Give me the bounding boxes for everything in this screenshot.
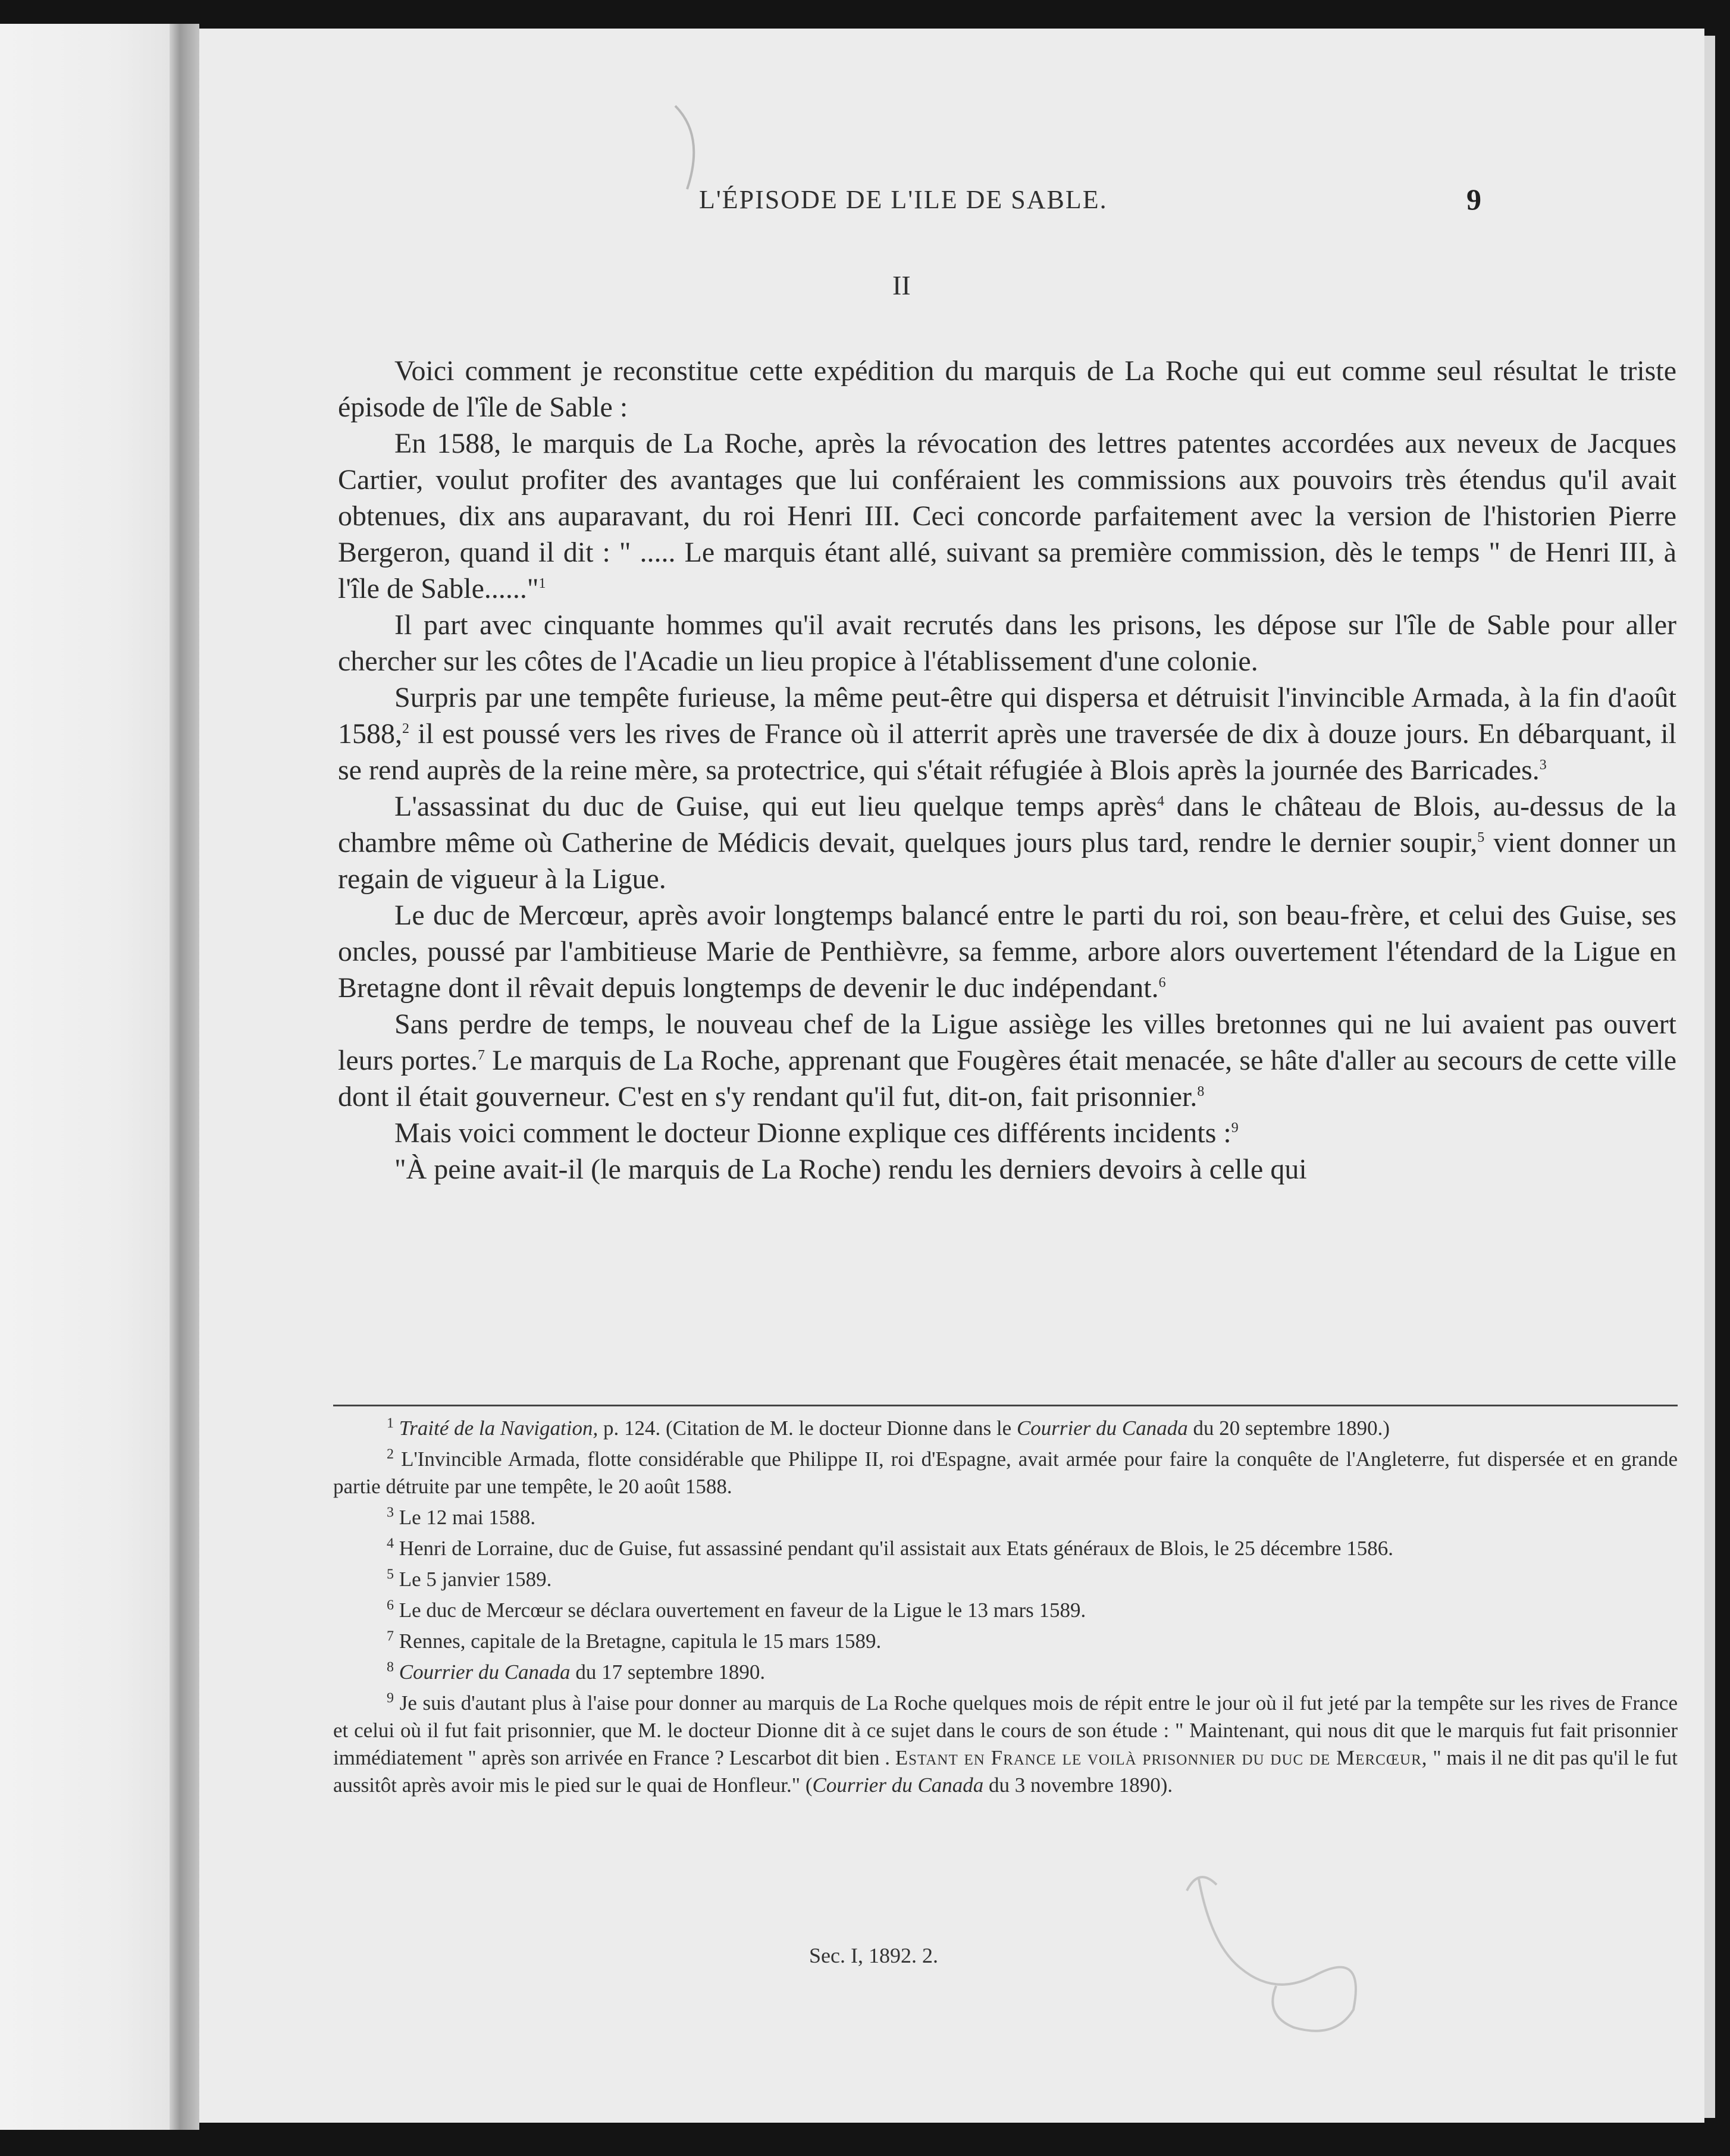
footnote bbox=[333, 1597, 1678, 1624]
footnote-text: Je suis d'autant plus à l'aise pour donner au marquis de La Roche quelques mois de répit entre le jour où il fut jeté par la tempête sur les rives de France et celui où il fut fait prisonnier, que M. le docteur Dionne dit à ce sujet dans le cours de son étude : " Maintenant, qui nous dit que le marquis fut fait prisonnier immédiatement " après son arrivée en France ? Lescarbot dit bien . bbox=[333, 1691, 1678, 1769]
footnote-text: Henri de Lorraine, duc de Guise, fut assassiné pendant qu'il assistait aux Etats généraux de Blois, le 25 décembre 1586. bbox=[399, 1537, 1393, 1560]
footnotes bbox=[333, 1415, 1678, 1803]
footnote-text: du 20 septembre 1890.) bbox=[1187, 1417, 1390, 1440]
footnote-ref[interactable]: 9 bbox=[1231, 1120, 1239, 1136]
footnote-smallcaps: Estant en France le voilà prisonnier du duc de Mercœur, bbox=[895, 1746, 1428, 1769]
footnote-ref[interactable]: 2 bbox=[402, 721, 409, 737]
footnote-ref[interactable]: 4 bbox=[1157, 794, 1164, 809]
footnote bbox=[333, 1566, 1678, 1593]
footnote-text: du 17 septembre 1890. bbox=[570, 1660, 766, 1684]
paragraph-text: Surpris par une tempête furieuse, la même peut-être qui dispersa et détruisit l'invincible Armada, à la fin d'août 1588, bbox=[338, 682, 1676, 750]
footnote-italic: Courrier du Canada bbox=[812, 1773, 984, 1797]
footnote-text: Le 5 janvier 1589. bbox=[399, 1568, 552, 1591]
footnote bbox=[333, 1535, 1678, 1562]
paragraph bbox=[338, 353, 1676, 425]
paragraph-text: Mais voici comment le docteur Dionne explique ces différents incidents : bbox=[394, 1117, 1231, 1149]
footnote-text: p. 124. (Citation de M. le docteur Dionne dans le bbox=[598, 1417, 1017, 1440]
footnote-number: 6 bbox=[387, 1597, 394, 1613]
pencil-scribble bbox=[1175, 1855, 1377, 2051]
footnote-number: 2 bbox=[387, 1446, 394, 1462]
paragraph bbox=[338, 425, 1676, 607]
footnote-number: 4 bbox=[387, 1535, 394, 1552]
footnote-ref[interactable]: 8 bbox=[1197, 1084, 1205, 1099]
footnote-number: 7 bbox=[387, 1628, 394, 1644]
footnote bbox=[333, 1659, 1678, 1686]
paragraph-text: il est poussé vers les rives de France où il atterrit après une traversée de dix à douze jours. En débarquant, il se rend auprès de la reine mère, sa protectrice, qui s'était réfugiée à Blois après la journée des Barricades. bbox=[338, 718, 1676, 786]
footnote bbox=[333, 1415, 1678, 1442]
page-number: 9 bbox=[1466, 183, 1481, 216]
section-number: II bbox=[892, 270, 911, 300]
paragraph-text: vient donner un regain de vigueur à la Ligue. bbox=[338, 827, 1676, 895]
paragraph-text: Le marquis de La Roche, apprenant que Fougères était menacée, se hâte d'aller au secours de cette ville dont il était gouverneur. C'est en s'y rendant qu'il fut, dit-on, fait prisonnier. bbox=[338, 1045, 1677, 1113]
paragraph-text: Il part avec cinquante hommes qu'il avait recrutés dans les prisons, les dépose sur l'île de Sable pour aller chercher sur les côtes de l'Acadie un lieu propice à l'établissement d'une colonie. bbox=[338, 609, 1676, 677]
paragraph bbox=[338, 1115, 1676, 1151]
book-gutter bbox=[170, 24, 199, 2130]
paragraph bbox=[338, 897, 1676, 1006]
footnote-italic: Courrier du Canada bbox=[1016, 1417, 1188, 1440]
footnote-number: 9 bbox=[387, 1690, 394, 1706]
paragraph-text: Le duc de Mercœur, après avoir longtemps balancé entre le parti du roi, son beau-frère, et celui des Guise, ses oncles, poussé par l'ambitieuse Marie de Penthièvre, sa femme, arbore alors ouvertement l'étendard de la Ligue en Bretagne dont il rêvait depuis longtemps de devenir le duc indépendant. bbox=[338, 900, 1676, 1004]
paragraph bbox=[338, 679, 1676, 788]
footnote bbox=[333, 1628, 1678, 1655]
signature-mark: Sec. I, 1892. 2. bbox=[809, 1944, 938, 1967]
pencil-mark bbox=[669, 100, 741, 207]
paragraph-text: dans le château de Blois, au-dessus de la chambre même où Catherine de Médicis devait, quelques jours plus tard, rendre le dernier soupir, bbox=[338, 791, 1676, 858]
footnote-text: Rennes, capitale de la Bretagne, capitula le 15 mars 1589. bbox=[399, 1629, 882, 1653]
footnote-ref[interactable]: 1 bbox=[538, 576, 546, 591]
footnote-text: " mais il ne dit pas qu'il le fut aussitôt après avoir mis le pied sur le quai de Honfleur." ( bbox=[333, 1746, 1678, 1797]
footnote-number: 3 bbox=[387, 1505, 394, 1521]
paragraph bbox=[338, 788, 1676, 897]
paragraph-text: Sans perdre de temps, le nouveau chef de la Ligue assiège les villes bretonnes qui ne lui avaient pas ouvert leurs portes. bbox=[338, 1008, 1676, 1076]
footnote-ref[interactable]: 5 bbox=[1477, 830, 1485, 845]
paragraph bbox=[338, 607, 1676, 679]
footnote-italic: Traité de la Navigation, bbox=[399, 1417, 598, 1440]
page-edge bbox=[1704, 36, 1715, 2118]
running-head: L'ÉPISODE DE L'ILE DE SABLE. bbox=[699, 185, 1108, 214]
footnote bbox=[333, 1690, 1678, 1799]
footnote-number: 5 bbox=[387, 1566, 394, 1582]
document-page bbox=[199, 29, 1704, 2123]
footnote-italic: Courrier du Canada bbox=[399, 1660, 571, 1684]
footnote-ref[interactable]: 3 bbox=[1539, 757, 1547, 773]
footnote-text: Le duc de Mercœur se déclara ouvertement en faveur de la Ligue le 13 mars 1589. bbox=[399, 1599, 1086, 1622]
previous-page-edge bbox=[0, 24, 170, 2130]
paragraph bbox=[338, 1006, 1676, 1115]
paragraph-text: En 1588, le marquis de La Roche, après la révocation des lettres patentes accordées aux neveux de Jacques Cartier, voulut profiter des avantages que lui conféraient les commissions aux pouvoirs très étendus qu'il avait obtenues, dix ans auparavant, du roi Henri III. Ceci concorde parfaitement avec la version de l'historien Pierre Bergeron, quand il dit : " ..... Le marquis étant allé, suivant sa première commission, dès le temps " de Henri III, à l'île de Sable......" bbox=[338, 428, 1676, 604]
footnote-number: 1 bbox=[387, 1415, 394, 1431]
paragraph-text: Voici comment je reconstitue cette expédition du marquis de La Roche qui eut comme seul résultat le triste épisode de l'île de Sable : bbox=[338, 355, 1676, 423]
footnote-text: Le 12 mai 1588. bbox=[399, 1506, 536, 1529]
footnote-text: du 3 novembre 1890). bbox=[983, 1773, 1173, 1797]
footnote bbox=[333, 1446, 1678, 1500]
paragraph-text: "À peine avait-il (le marquis de La Roche) rendu les derniers devoirs à celle qui bbox=[394, 1154, 1307, 1185]
paragraph-text: L'assassinat du duc de Guise, qui eut lieu quelque temps après bbox=[394, 791, 1157, 822]
footnote-divider bbox=[333, 1405, 1678, 1406]
body-text bbox=[338, 353, 1676, 1187]
footnote-number: 8 bbox=[387, 1659, 394, 1675]
paragraph bbox=[338, 1151, 1676, 1187]
footnote-text: L'Invincible Armada, flotte considérable que Philippe II, roi d'Espagne, avait armée pour faire la conquête de l'Angleterre, fut dispersée et en grande partie détruite par une tempête, le 20 août 1588. bbox=[333, 1447, 1678, 1498]
footnote bbox=[333, 1504, 1678, 1531]
footnote-ref[interactable]: 6 bbox=[1158, 975, 1166, 991]
footnote-ref[interactable]: 7 bbox=[477, 1048, 485, 1063]
